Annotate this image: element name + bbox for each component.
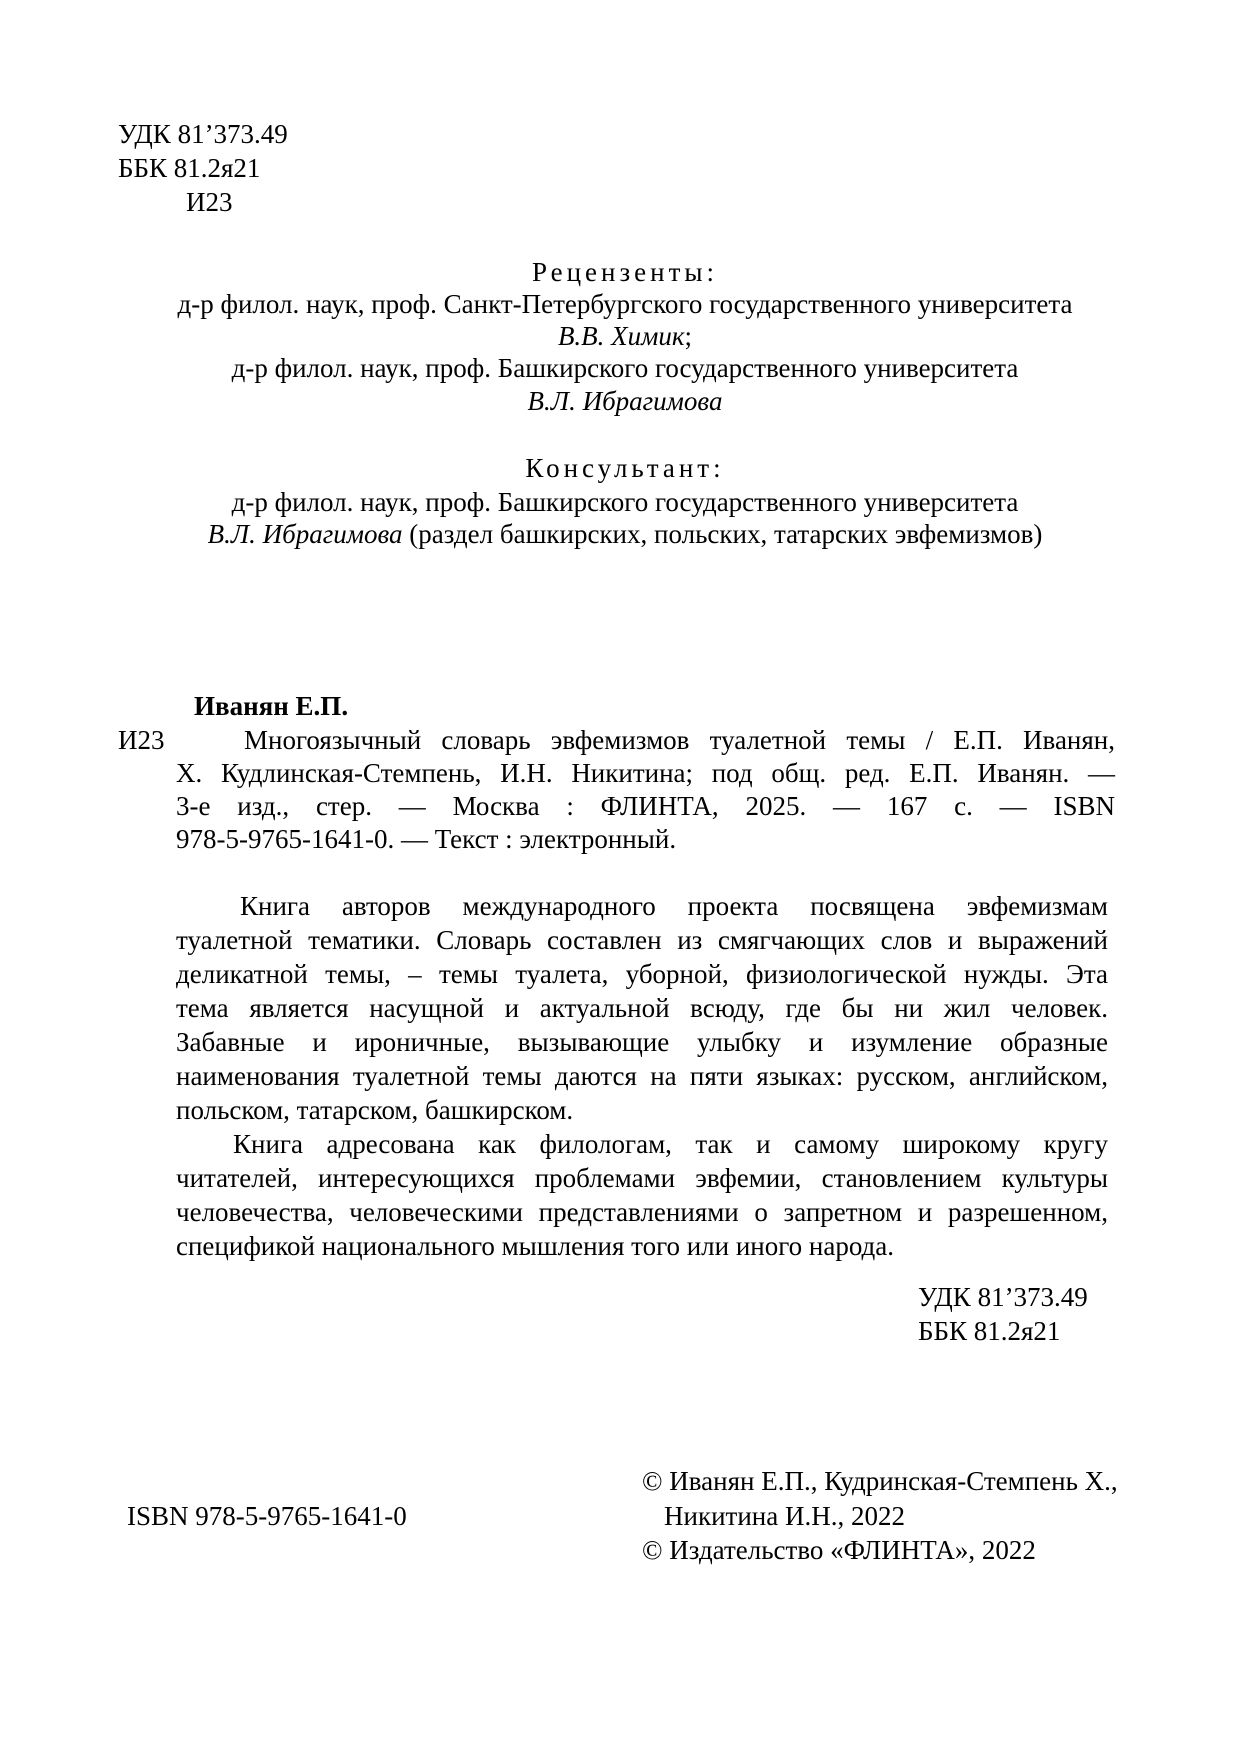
reviewer-2-affiliation: д-р филол. наук, проф. Башкирского государственного университета xyxy=(231,353,1019,383)
record-author: Иванян Е.П. xyxy=(194,691,349,721)
consultant-title: Консультант: xyxy=(525,453,725,483)
consultant-name-line xyxy=(150,518,1100,551)
reviewer-1-name-line xyxy=(150,320,1100,353)
consultant-name: В.Л. Ибрагимова xyxy=(207,519,403,549)
author-index: И23 xyxy=(186,187,233,217)
annotation-p1-line-4: тема является насущной и актуальной всюду, где бы ни жил человек. xyxy=(176,993,1108,1023)
bbk-code: ББК 81.2я21 xyxy=(118,153,261,183)
consultant-affiliation: д-р филол. наук, проф. Башкирского государственного университета xyxy=(231,487,1019,517)
annotation-p2-line-2: читателей, интересующихся проблемами эвфемии, становлением культуры xyxy=(176,1163,1108,1193)
annotation-p1-line-6: наименования туалетной темы даются на пяти языках: русском, английском, xyxy=(176,1061,1108,1091)
annotation-p1-line-7: польском, татарском, башкирском. xyxy=(176,1095,574,1125)
record-index: И23 xyxy=(118,725,165,755)
annotation-p1-line-3: деликатной темы, – темы туалета, уборной, физиологической нужды. Эта xyxy=(176,959,1108,989)
annotation-p1-line-1: Книга авторов международного проекта посвящена эвфемизмам xyxy=(240,891,1108,921)
footer-bbk-code: ББК 81.2я21 xyxy=(918,1316,1061,1346)
annotation-p2-line-4: спецификой национального мышления того или иного народа. xyxy=(176,1231,895,1261)
annotation-p2-line-1: Книга адресована как филологам, так и самому широкому кругу xyxy=(233,1129,1108,1159)
reviewer-1-name: В.В. Химик xyxy=(557,321,685,351)
reviewers-title: Рецензенты: xyxy=(531,257,719,287)
record-line-4: 978-5-9765-1641-0. — Текст : электронный. xyxy=(176,824,677,854)
footer-udk-code: УДК 81’373.49 xyxy=(918,1282,1088,1312)
record-line-2: Х. Кудлинская-Стемпень, И.Н. Никитина; под общ. ред. Е.П. Иванян. — xyxy=(176,758,1115,788)
isbn: ISBN 978-5-9765-1641-0 xyxy=(127,1501,407,1531)
reviewer-2-name: В.Л. Ибрагимова xyxy=(527,386,723,416)
annotation-p1-line-5: Забавные и ироничные, вызывающие улыбку и изумление образные xyxy=(176,1027,1108,1057)
copyright-line-2: Никитина И.Н., 2022 xyxy=(664,1501,905,1531)
annotation-p1-line-2: туалетной тематики. Словарь составлен из смягчающих слов и выражений xyxy=(176,925,1108,955)
annotation-p2-line-3: человечества, человеческими представлениями о запретном и разрешенном, xyxy=(176,1197,1108,1227)
consultant-note: (раздел башкирских, польских, татарских эвфемизмов) xyxy=(402,519,1043,549)
reviewer-1-separator: ; xyxy=(684,321,693,351)
reviewer-1-affiliation: д-р филол. наук, проф. Санкт-Петербургского государственного университета xyxy=(177,289,1073,319)
copyright-line-3: © Издательство «ФЛИНТА», 2022 xyxy=(642,1535,1036,1565)
record-line-3: 3-е изд., стер. — Москва : ФЛИНТА, 2025. — 167 с. — ISBN xyxy=(176,791,1115,821)
record-line-1: Многоязычный словарь эвфемизмов туалетной темы / Е.П. Иванян, xyxy=(244,725,1115,755)
copyright-line-1: © Иванян Е.П., Кудринская-Стемпень Х., xyxy=(642,1466,1118,1496)
udk-code: УДК 81’373.49 xyxy=(118,119,288,149)
